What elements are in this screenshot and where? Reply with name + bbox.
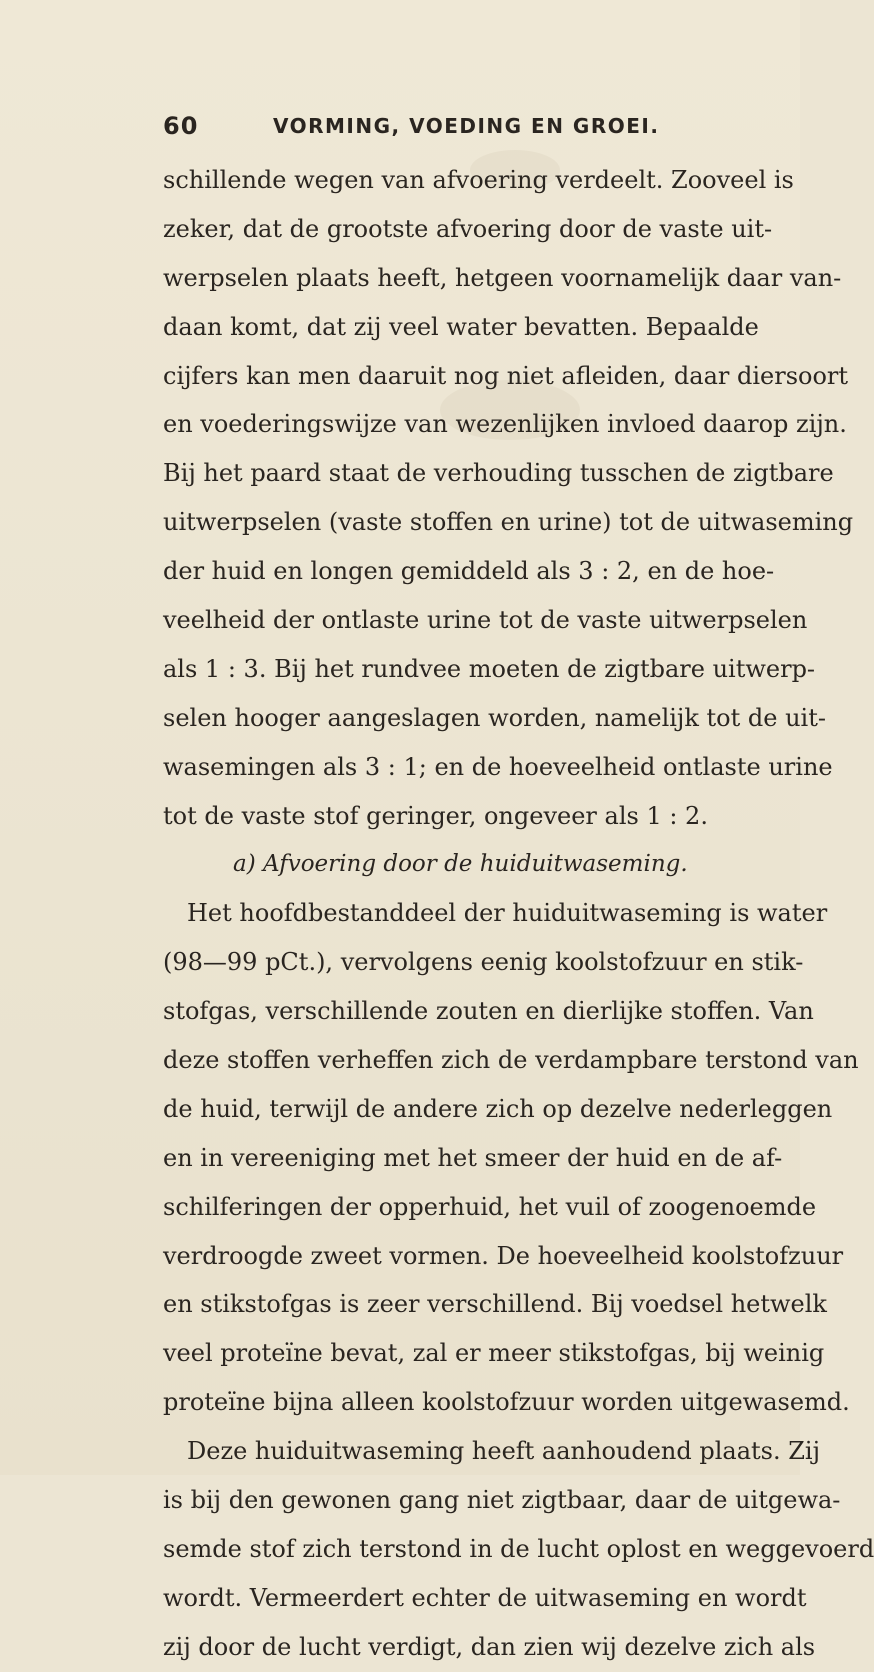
- text-line: veelheid der ontlaste urine tot de vaste uitwerpselen: [163, 606, 808, 635]
- running-title: VORMING, VOEDING EN GROEI.: [273, 114, 660, 138]
- text-line: selen hooger aangeslagen worden, namelijk tot de uit-: [163, 703, 826, 732]
- body-text: [163, 156, 874, 1672]
- text-line: wasemingen als 3 : 1; en de hoeveelheid ontlaste urine: [163, 752, 833, 781]
- text-line: de huid, terwijl de andere zich op dezelve nederleggen: [163, 1094, 833, 1123]
- text-line: deze stoffen verheffen zich de verdampbare terstond van: [163, 1046, 859, 1075]
- text-line: zij door de lucht verdigt, dan zien wij dezelve zich als: [163, 1632, 816, 1661]
- section-heading: a) Afvoering door de huiduitwaseming.: [233, 851, 688, 878]
- text-line: cijfers kan men daaruit nog niet afleiden, daar diersoort: [163, 361, 849, 390]
- text-line: uitwerpselen (vaste stoffen en urine) tot de uitwaseming: [163, 508, 854, 537]
- text-line: Het hoofdbestanddeel der huiduitwaseming is water: [187, 899, 828, 928]
- text-line: tot de vaste stof geringer, ongeveer als 1 : 2.: [163, 801, 708, 830]
- text-line: Bij het paard staat de verhouding tusschen de zigtbare: [163, 459, 834, 488]
- text-line: is bij den gewonen gang niet zigtbaar, daar de uitgewa-: [163, 1486, 841, 1515]
- text-line: als 1 : 3. Bij het rundvee moeten de zigtbare uitwerp-: [163, 654, 816, 683]
- text-line: zeker, dat de grootste afvoering door de vaste uit-: [163, 214, 773, 243]
- text-line: en voederingswijze van wezenlijken invloed daarop zijn.: [163, 410, 847, 439]
- text-line: (98—99 pCt.), vervolgens eenig koolstofzuur en stik-: [163, 948, 804, 977]
- running-head: [163, 112, 723, 152]
- text-line: schillende wegen van afvoering verdeelt. Zooveel is: [163, 166, 794, 194]
- text-line: en in vereeniging met het smeer der huid en de af-: [163, 1143, 783, 1172]
- text-line: wordt. Vermeerdert echter de uitwaseming en wordt: [163, 1583, 807, 1612]
- text-line: daan komt, dat zij veel water bevatten. Bepaalde: [163, 312, 759, 341]
- text-line: schilferingen der opperhuid, het vuil of zoogenoemde: [163, 1192, 817, 1221]
- page-number: 60: [163, 112, 199, 140]
- text-line: verdroogde zweet vormen. De hoeveelheid koolstofzuur: [163, 1241, 844, 1270]
- text-line: semde stof zich terstond in de lucht oplost en weggevoerd: [163, 1534, 874, 1563]
- text-line: proteïne bijna alleen koolstofzuur worden uitgewasemd.: [163, 1388, 850, 1417]
- text-line: der huid en longen gemiddeld als 3 : 2, en de hoe-: [163, 557, 775, 586]
- text-line: veel proteïne bevat, zal er meer stikstofgas, bij weinig: [163, 1339, 825, 1368]
- text-line: Deze huiduitwaseming heeft aanhoudend plaats. Zij: [187, 1437, 821, 1466]
- text-line: en stikstofgas is zeer verschillend. Bij voedsel hetwelk: [163, 1290, 827, 1319]
- text-line: werpselen plaats heeft, hetgeen voornamelijk daar van-: [163, 263, 842, 292]
- text-line: stofgas, verschillende zouten en dierlijke stoffen. Van: [163, 997, 814, 1026]
